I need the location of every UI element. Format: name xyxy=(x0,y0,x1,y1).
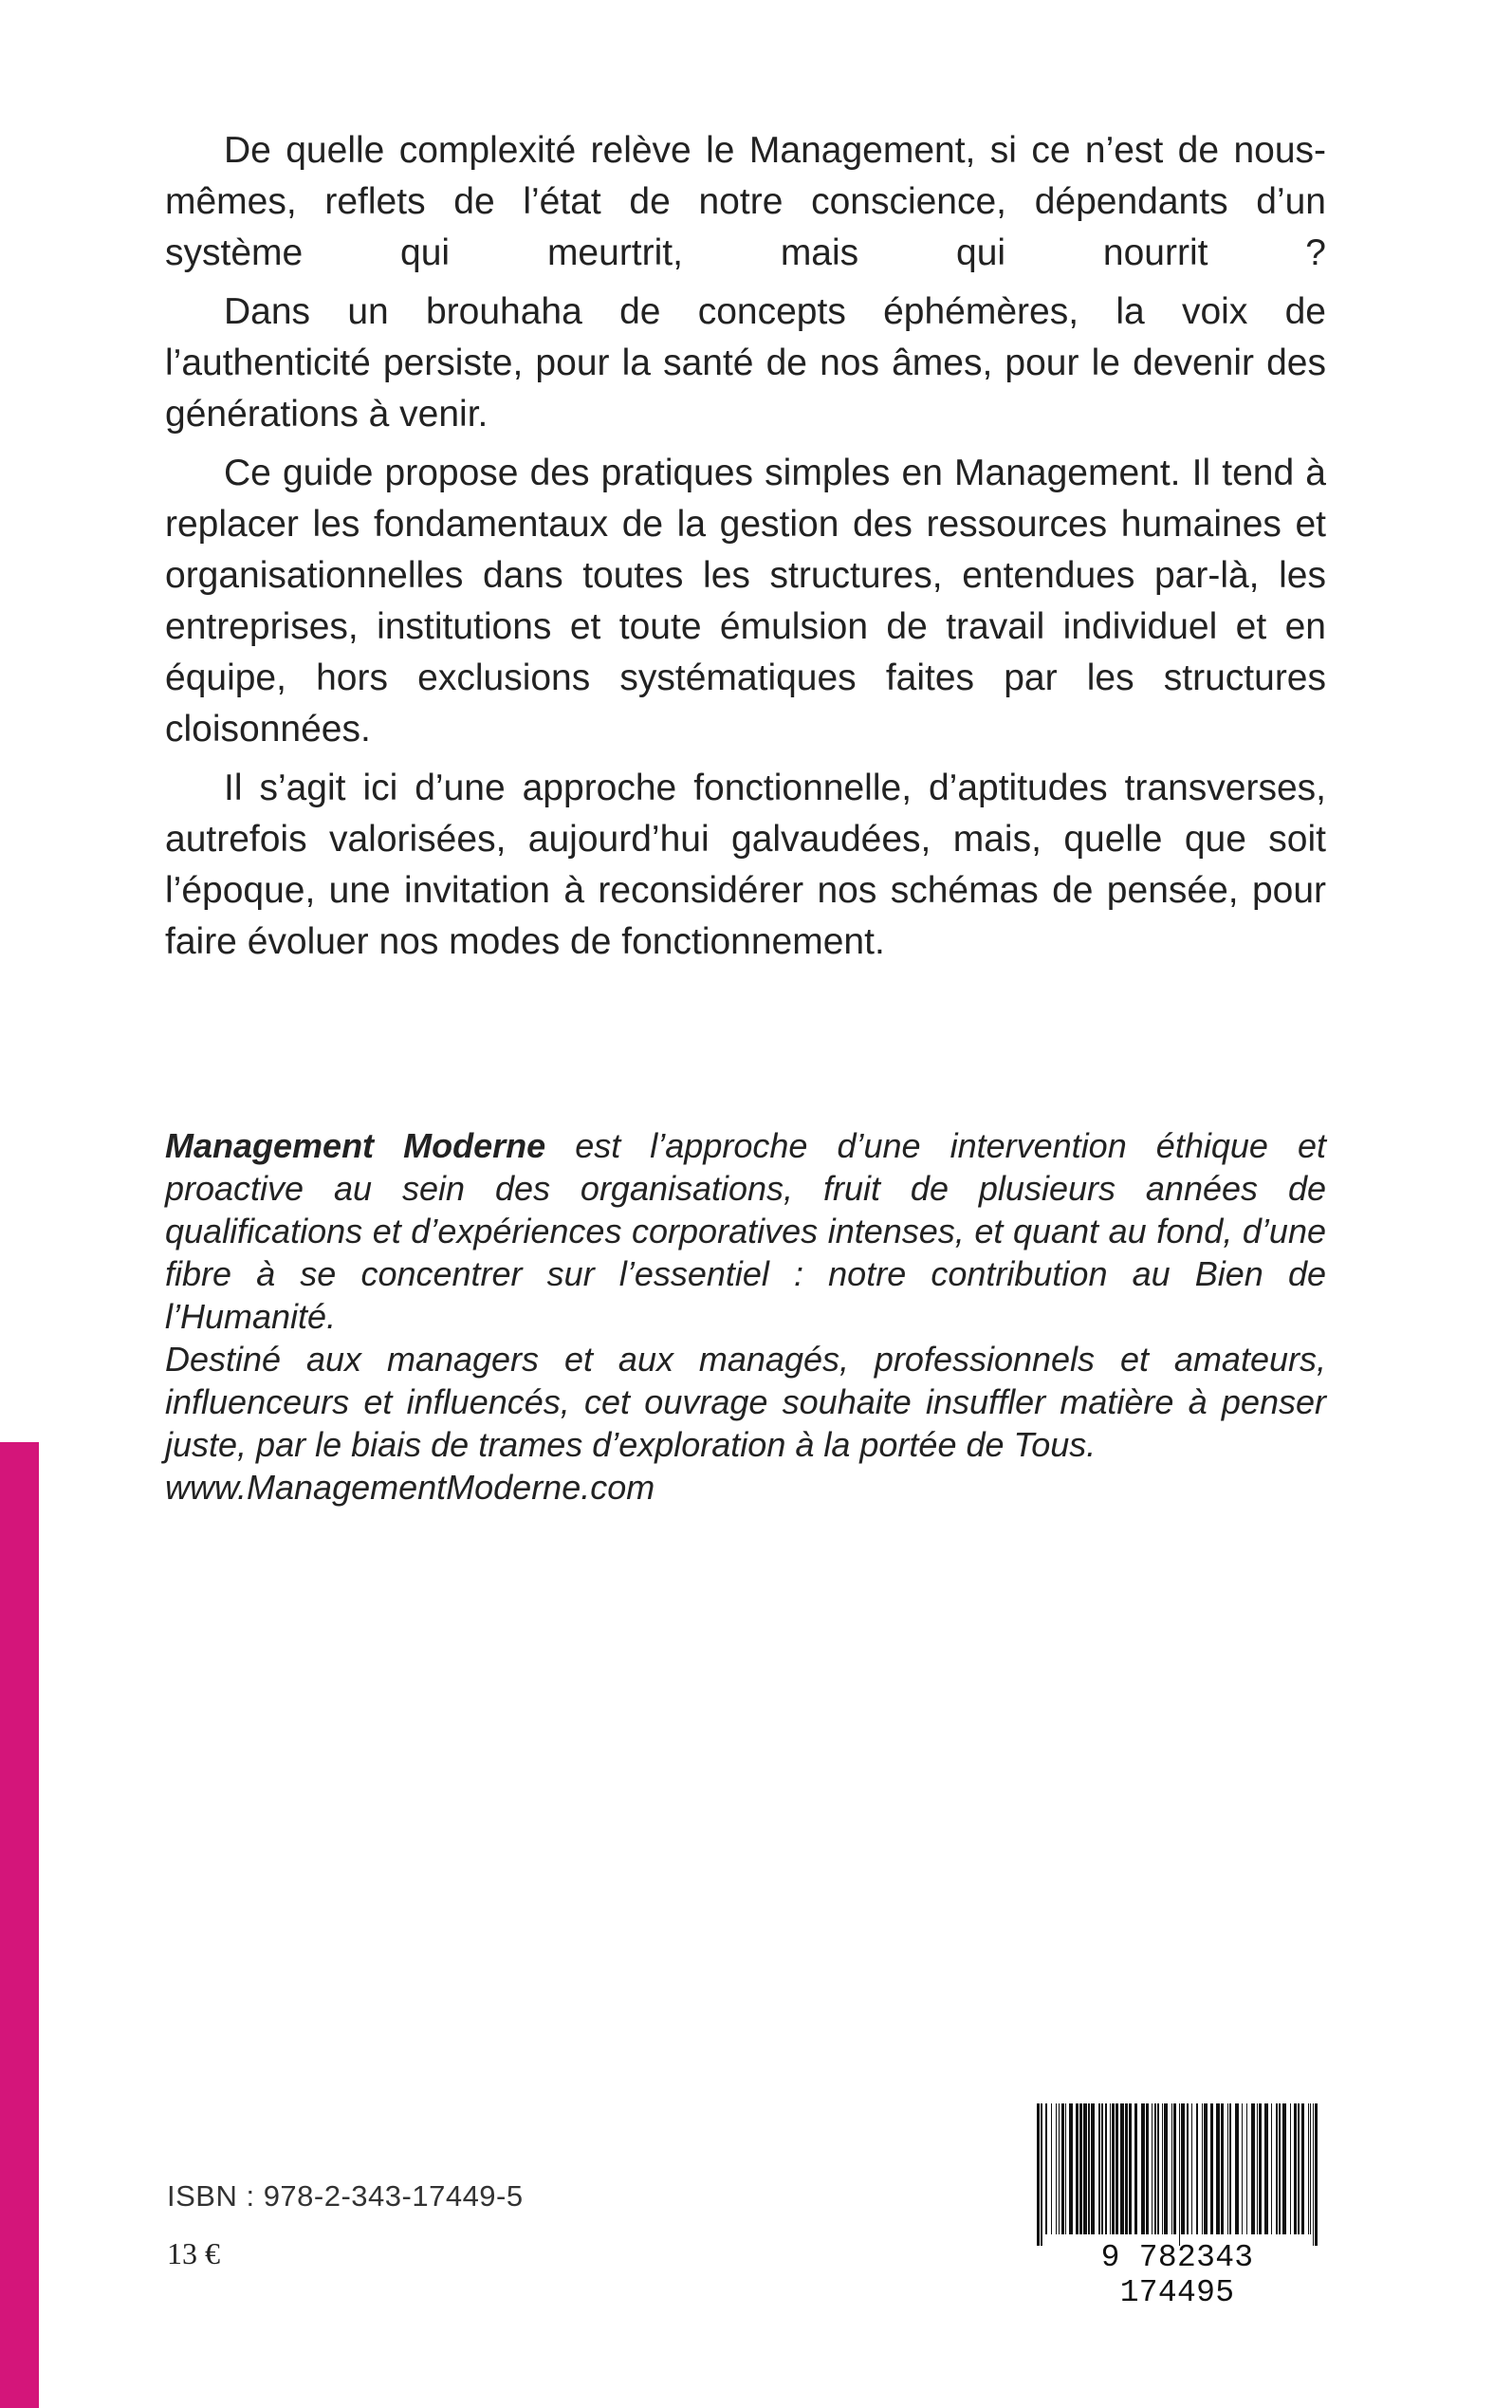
barcode-bar xyxy=(1076,2103,1079,2234)
barcode-bar xyxy=(1069,2103,1073,2234)
audience-paragraph: Destiné aux managers et aux managés, professionnels et amateurs, influenceurs et influencés, cet ouvrage souhaite insuffler matière à penser juste, par le biais de trames d’exploration à la portée de Tous. xyxy=(165,1340,1326,1464)
barcode-bar xyxy=(1235,2103,1239,2234)
barcode-bar xyxy=(1204,2103,1208,2234)
barcode-bar xyxy=(1162,2103,1163,2234)
barcode-bar xyxy=(1276,2103,1278,2234)
barcode-bar xyxy=(1290,2103,1291,2234)
barcode-bar xyxy=(1298,2103,1300,2234)
barcode-bar xyxy=(1120,2103,1124,2234)
barcode-bar xyxy=(1110,2103,1111,2234)
barcode-bar xyxy=(1257,2103,1258,2234)
barcode-bar xyxy=(1105,2103,1107,2234)
barcode-bar xyxy=(1061,2103,1064,2234)
intro-paragraph-1: De quelle complexité relève le Management, si ce n’est de nous-mêmes, reflets de l’état de notre conscience, dépendants d’un système qui meurtrit, mais qui nourrit ? xyxy=(165,130,1326,273)
barcode-bar xyxy=(1059,2103,1060,2234)
barcode-bar xyxy=(1083,2103,1087,2234)
barcode-bar xyxy=(1141,2103,1145,2234)
barcode-digits: 9 782343 174495 xyxy=(1100,2240,1254,2310)
barcode-bar xyxy=(1116,2103,1118,2234)
barcode-bar xyxy=(1246,2103,1247,2234)
barcode-bar xyxy=(1229,2103,1231,2234)
brand-paragraph xyxy=(165,1124,1326,1338)
barcode-bar xyxy=(1251,2103,1255,2234)
barcode-bar xyxy=(1079,2103,1082,2234)
barcode-bar xyxy=(1221,2103,1224,2234)
barcode-bar xyxy=(1154,2103,1156,2234)
website-link[interactable]: www.ManagementModerne.com xyxy=(165,1468,655,1507)
barcode-bar xyxy=(1181,2103,1185,2234)
barcode-bar xyxy=(1313,2103,1314,2246)
barcode-bar xyxy=(1112,2103,1115,2234)
barcode-bar xyxy=(1101,2103,1103,2234)
barcode-bar xyxy=(1216,2103,1220,2234)
barcode-bar xyxy=(1171,2103,1172,2234)
intro-text xyxy=(165,125,1326,975)
barcode-bar xyxy=(1125,2103,1128,2234)
barcode-bar xyxy=(1056,2103,1057,2234)
intro-paragraph-3: Ce guide propose des pratiques simples en Management. Il tend à replacer les fondamentaux de la gestion des ressources humaines et organisationnelles dans toutes les structures, entendues par-là, les entreprises, institutions et toute émulsion de travail individuel et en équipe, hors exclusions systématiques faites par les structures cloisonnées. xyxy=(165,453,1326,750)
barcode-bar xyxy=(1210,2103,1213,2234)
barcode-bar xyxy=(1271,2103,1272,2234)
barcode-bar xyxy=(1242,2103,1243,2234)
barcode-bar xyxy=(1191,2103,1192,2234)
barcode-bar xyxy=(1264,2103,1268,2234)
barcode-bar xyxy=(1134,2103,1137,2234)
barcode-bar xyxy=(1308,2103,1309,2234)
price-label: 13 € xyxy=(167,2236,220,2270)
barcode-bar xyxy=(1157,2103,1159,2234)
barcode-bar xyxy=(1065,2103,1066,2234)
barcode-bar xyxy=(1088,2103,1090,2234)
barcode-bar xyxy=(1164,2103,1168,2234)
brand-description: est l’approche d’une intervention éthique et proactive au sein des organisations, fruit de plusieurs années de qualifications et d’expériences corporatives intenses, et quant au fond, d’une fibre à se concentrer sur l’essentiel : notre contribution au Bien de l’Humanité. xyxy=(165,1126,1326,1336)
isbn-number: ISBN : 978-2-343-17449-5 xyxy=(167,2179,524,2213)
barcode-bar xyxy=(1129,2103,1132,2234)
barcode-bar xyxy=(1259,2103,1262,2234)
brand-name: Management Moderne xyxy=(165,1126,546,1165)
barcode-bar xyxy=(1173,2103,1176,2234)
barcode-bar xyxy=(1187,2103,1189,2234)
barcode-bar xyxy=(1098,2103,1100,2234)
accent-side-bar xyxy=(0,1442,39,2408)
barcode-bars xyxy=(1037,2103,1318,2246)
author-block xyxy=(165,1124,1326,1509)
intro-paragraph-2: Dans un brouhaha de concepts éphémères, la voix de l’authenticité persiste, pour la santé de nos âmes, pour le devenir des générations à venir. xyxy=(165,291,1326,435)
barcode-bar xyxy=(1301,2103,1304,2234)
barcode-bar xyxy=(1091,2103,1095,2234)
intro-paragraph-4: Il s’agit ici d’une approche fonctionnelle, d’aptitudes transverses, autrefois valorisées, aujourd’hui galvaudées, mais, quelle que soit l’époque, une invitation à reconsidérer nos schémas de pensée, pour faire évoluer nos modes de fonctionnement. xyxy=(165,768,1326,962)
barcode-bar xyxy=(1146,2103,1149,2234)
barcode-bar xyxy=(1282,2103,1286,2234)
barcode-bar xyxy=(1196,2103,1198,2234)
barcode-bar xyxy=(1037,2103,1040,2246)
barcode-bar xyxy=(1315,2103,1318,2246)
barcode-icon xyxy=(1029,2092,1325,2310)
barcode-bar xyxy=(1279,2103,1281,2234)
barcode-bar xyxy=(1179,2103,1180,2246)
barcode-bar xyxy=(1294,2103,1297,2234)
barcode-bar xyxy=(1202,2103,1203,2234)
barcode-bar xyxy=(1227,2103,1228,2234)
barcode-bar xyxy=(1310,2103,1311,2234)
barcode-bar xyxy=(1041,2103,1042,2246)
barcode-bar xyxy=(1045,2103,1047,2234)
barcode-bar xyxy=(1051,2103,1052,2234)
